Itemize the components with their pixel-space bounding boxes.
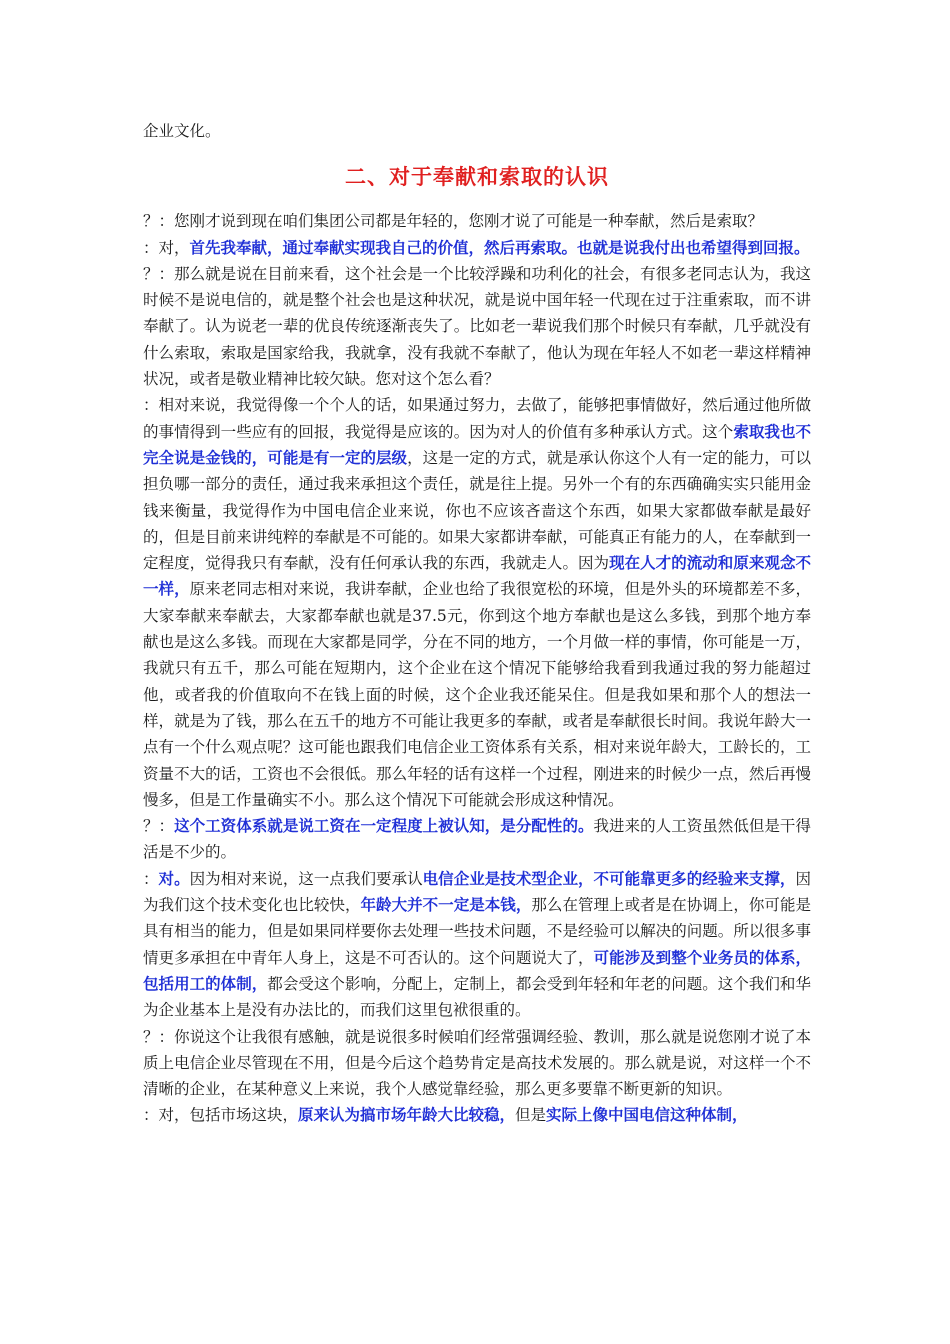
body-text: 因为相对来说，这一点我们要承认 — [189, 869, 423, 888]
body-text: 但是 — [515, 1106, 547, 1125]
transcript-paragraph — [143, 813, 811, 866]
body-text: 因为我们这个技术变化也比较快， — [143, 869, 811, 915]
transcript-paragraph — [143, 392, 811, 813]
transcript-paragraph — [143, 1102, 811, 1128]
body-text: ：对，包括市场这块， — [143, 1106, 299, 1125]
body-text: 原来老同志相对来说，我讲奉献，企业也给了我很宽松的环境，但是外头的环境都差不多，大家奉献来奉献去，大家都奉献也就是37.5元，你到这个地方奉献也是这么多钱，到那个地方奉献也是这么多钱。而现在大家都是同学，分在不同的地方，一个月做一样的事情，你可能是一万，我就只有五千，那么可能在短期内，这个企业在这个情况下能够给我看到我通过我的努力能超过他，或者我的价值取向不在钱上面的时候，这个企业我还能呆住。但是我如果和那个人的想法一样，就是为了钱，那么在五千的地方不可能让我更多的奉献，或者是奉献很长时间。我说年龄大一点有一个什么观点呢？这可能也跟我们电信企业工资体系有关系，相对来说年龄大，工龄长的，工资量不大的话，工资也不会很低。那么年轻的话有这样一个过程，刚进来的时候少一点，然后再慢慢多，但是工作量确实不小。那么这个情况下可能就会形成这种情况。 — [143, 580, 811, 809]
highlighted-text: 可能涉及到整个业务员的体系，包括用工的体制， — [143, 947, 811, 993]
interview-transcript — [143, 208, 811, 1128]
transcript-paragraph — [143, 1024, 811, 1103]
highlighted-text: 首先我奉献，通过奉献实现我自己的价值，然后再索取。也就是说我付出也希望得到回报。 — [189, 237, 810, 257]
highlighted-text: 对。 — [158, 868, 190, 888]
body-text: ？：那么就是说在目前来看，这个社会是一个比较浮躁和功利化的社会，有很多老同志认为，我这时候不是说电信的，就是整个社会也是这种状况，就是说中国年轻一代现在过于注重索取，而不讲奉献了。认为说老一辈的优良传统逐渐丧失了。比如老一辈说我们那个时候只有奉献，几乎就没有什么索取，索取是国家给我，我就拿，没有我就不奉献了，他认为现在年轻人不如老一辈这样精神状况，或者是敬业精神比较欠缺。您对这个怎么看？ — [143, 264, 811, 389]
body-text: 都会受这个影响，分配上，定制上，都会受到年轻和年老的问题。这个我们和华为企业基本上是没有办法比的，而我们这里包袱很重的。 — [143, 974, 811, 1020]
highlighted-text: 电信企业是技术型企业，不可能靠更多的经验来支撑， — [422, 868, 796, 888]
intro-line: 企业文化。 — [143, 122, 221, 140]
body-text: ：对， — [143, 238, 190, 257]
highlighted-text: 这个工资体系就是说工资在一定程度上被认知，是分配性的。 — [174, 816, 594, 836]
highlighted-text: 年龄大并不一定是本钱， — [360, 895, 532, 915]
body-text: ？：您刚才说到现在咱们集团公司都是年轻的，您刚才说了可能是一种奉献，然后是索取？ — [143, 212, 764, 231]
section-title: 二、对于奉献和索取的认识 — [345, 164, 609, 190]
transcript-paragraph — [143, 261, 811, 392]
transcript-paragraph — [143, 208, 811, 234]
body-text: ：相对来说，我觉得像一个个人的话，如果通过努力，去做了，能够把事情做好，然后通过他所做的事情得到一些应有的回报，我觉得是应该的。因为对人的价值有多种承认方式。这个 — [143, 396, 811, 441]
transcript-paragraph — [143, 235, 811, 261]
body-text: ： — [143, 869, 159, 888]
body-text: 那么在管理上或者是在协调上，你可能是具有相当的能力，但是如果同样要你去处理一些技术问题，不是经验可以解决的问题。所以很多事情更多承担在中青年人身上，这是不可否认的。这个问题说大了， — [143, 896, 811, 967]
highlighted-text: 原来认为搞市场年龄大比较稳， — [298, 1105, 516, 1125]
body-text: ？： — [143, 817, 175, 836]
highlighted-text: 实际上像中国电信这种体制， — [546, 1105, 748, 1125]
highlighted-text: 现在人才的流动和原来观念不一样， — [143, 553, 811, 599]
highlighted-text: 索取我也不完全说是金钱的，可能是有一定的层级 — [143, 421, 811, 467]
body-text: ？：你说这个让我很有感触，就是说很多时候咱们经常强调经验、教训，那么就是说您刚才说了本质上电信企业尽管现在不用，但是今后这个趋势肯定是高技术发展的。那么就是说，对这样一个不清晰的企业，在某种意义上来说，我个人感觉靠经验，那么更多要靠不断更新的知识。 — [143, 1027, 811, 1099]
document-body — [143, 118, 811, 1129]
body-text: ，这是一定的方式，就是承认你这个人有一定的能力，可以担负哪一部分的责任，通过我来承担这个责任，就是往上提。另外一个有的东西确确实实只能用金钱来衡量，我觉得作为中国电信企业来说，你也不应该吝啬这个东西，如果大家都做奉献是最好的，但是目前来讲纯粹的奉献是不可能的。如果大家都讲奉献，可能真正有能力的人，在奉献到一定程度，觉得我只有奉献，没有任何承认我的东西，我就走人。因为 — [143, 448, 811, 573]
transcript-paragraph — [143, 866, 811, 1024]
body-text: 我进来的人工资虽然低但是干得活是不少的。 — [143, 817, 811, 862]
